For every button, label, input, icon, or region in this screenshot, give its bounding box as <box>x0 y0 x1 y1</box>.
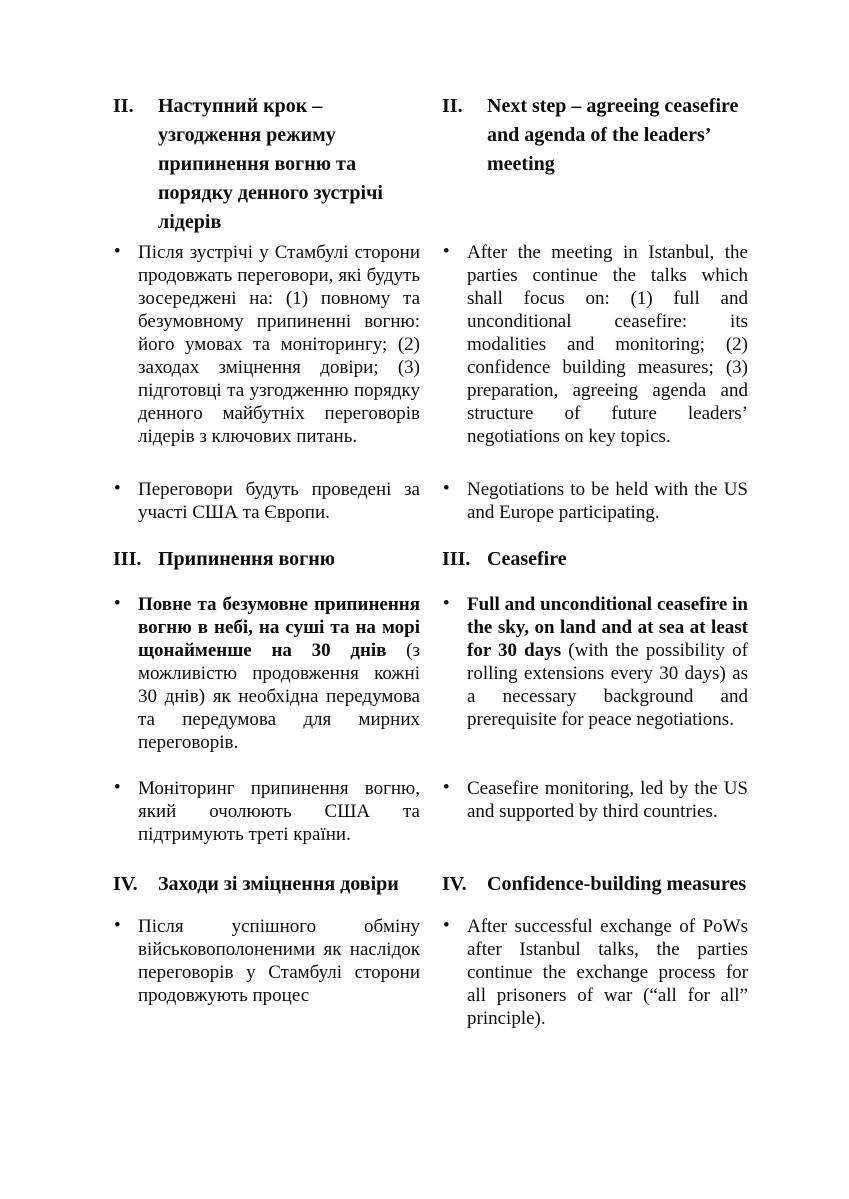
bullet-icon: • <box>114 777 121 798</box>
section-heading-en <box>442 870 748 899</box>
bullet-text-ua <box>138 594 420 753</box>
doc-row-6 <box>113 777 749 846</box>
bullet-icon: • <box>443 593 450 614</box>
section-number: IV. <box>113 873 138 895</box>
text-segment: Повне та безумовне припинення вогню в небі, на суші та на морі щонайменше на 30 днів <box>138 594 420 661</box>
section-number: III. <box>442 548 471 570</box>
document-page <box>113 92 749 1030</box>
bullet-icon: • <box>443 241 450 262</box>
bullet-text-ua <box>138 778 420 845</box>
bullet-item-ua <box>113 478 420 524</box>
text-segment: (with the possibility of rolling extensions every 30 days) as a necessary background and prerequisite for peace negotiations. <box>467 640 748 730</box>
bullet-text-en <box>467 479 748 523</box>
text-segment: (з можливістю продовження кожні 30 днів) як необхідна передумова та передумова для мирних переговорів. <box>138 640 420 753</box>
bullet-item-en <box>442 241 748 448</box>
text-segment: Після зустрічі у Стамбулі сторони продовжать переговори, які будуть зосереджені на: (1) повному та безумовному припиненні вогню: його умовах та моніторингу; (2) заходах зміцнення довіри; (3) підготовці та узгодженню порядку денного майбутніх переговорів лідерів з ключових питань. <box>138 242 420 447</box>
bullet-text-ua <box>138 916 420 1006</box>
section-heading-ua <box>113 870 420 899</box>
section-number: II. <box>113 95 134 117</box>
bullet-item-ua <box>113 593 420 754</box>
bullet-item-ua <box>113 777 420 846</box>
bullet-text-ua <box>138 242 420 447</box>
bullet-item-en <box>442 593 748 754</box>
section-title-en: Ceasefire <box>487 548 567 570</box>
section-title-en: Next step – agreeing ceasefire and agenda of the leaders’ meeting <box>487 95 739 175</box>
section-title-ua: Заходи зі зміцнення довіри <box>158 873 399 895</box>
bullet-icon: • <box>114 241 121 262</box>
section-title-ua: Наступний крок – узгодження режиму припинення вогню та порядку денного зустрічі лідерів <box>158 95 383 233</box>
section-heading-en <box>442 92 748 237</box>
section-heading-ua <box>113 545 420 574</box>
section-title-en: Confidence-building measures <box>487 873 747 895</box>
text-segment: Negotiations to be held with the US and Europe participating. <box>467 479 748 523</box>
section-title-ua: Припинення вогню <box>158 548 336 570</box>
section-number: IV. <box>442 873 467 895</box>
bullet-text-en <box>467 916 748 1029</box>
doc-row-8 <box>113 915 749 1030</box>
bullet-text-ua <box>138 479 420 523</box>
bullet-item-en <box>442 777 748 846</box>
bullet-item-ua <box>113 915 420 1030</box>
section-number: III. <box>113 548 142 570</box>
text-segment: Переговори будуть проведені за участі США та Європи. <box>138 479 420 523</box>
doc-row-1 <box>113 92 749 237</box>
doc-row-5 <box>113 593 749 754</box>
section-heading-ua <box>113 92 420 237</box>
bullet-text-en <box>467 242 748 447</box>
text-segment: Моніторинг припинення вогню, який очолюють США та підтримують треті країни. <box>138 778 420 845</box>
bullet-item-en <box>442 915 748 1030</box>
bullet-text-en <box>467 594 748 730</box>
text-segment: Ceasefire monitoring, led by the US and supported by third countries. <box>467 778 748 822</box>
text-segment: Після успішного обміну військовополоненими як наслідок переговорів у Стамбулі сторони продовжують процес <box>138 916 420 1006</box>
bullet-icon: • <box>443 777 450 798</box>
bullet-icon: • <box>114 915 121 936</box>
bullet-item-ua <box>113 241 420 448</box>
doc-row-3 <box>113 478 749 524</box>
text-segment: After successful exchange of PoWs after Istanbul talks, the parties continue the exchange process for all prisoners of war (“all for all” principle). <box>467 916 748 1029</box>
doc-row-2 <box>113 241 749 448</box>
doc-row-4 <box>113 545 749 574</box>
doc-row-7 <box>113 870 749 899</box>
text-segment: Full and unconditional ceasefire in the sky, on land and at sea at least for 30 days <box>467 594 748 661</box>
bullet-icon: • <box>114 593 121 614</box>
bullet-icon: • <box>114 478 121 499</box>
text-segment: After the meeting in Istanbul, the parties continue the talks which shall focus on: (1) full and unconditional ceasefire: its modalities and monitoring; (2) confidence building measures; (3) preparation, agreeing agenda and structure of future leaders’ negotiations on key topics. <box>467 242 748 447</box>
bullet-item-en <box>442 478 748 524</box>
bullet-icon: • <box>443 478 450 499</box>
bullet-icon: • <box>443 915 450 936</box>
section-number: II. <box>442 95 463 117</box>
bullet-text-en <box>467 778 748 822</box>
section-heading-en <box>442 545 748 574</box>
